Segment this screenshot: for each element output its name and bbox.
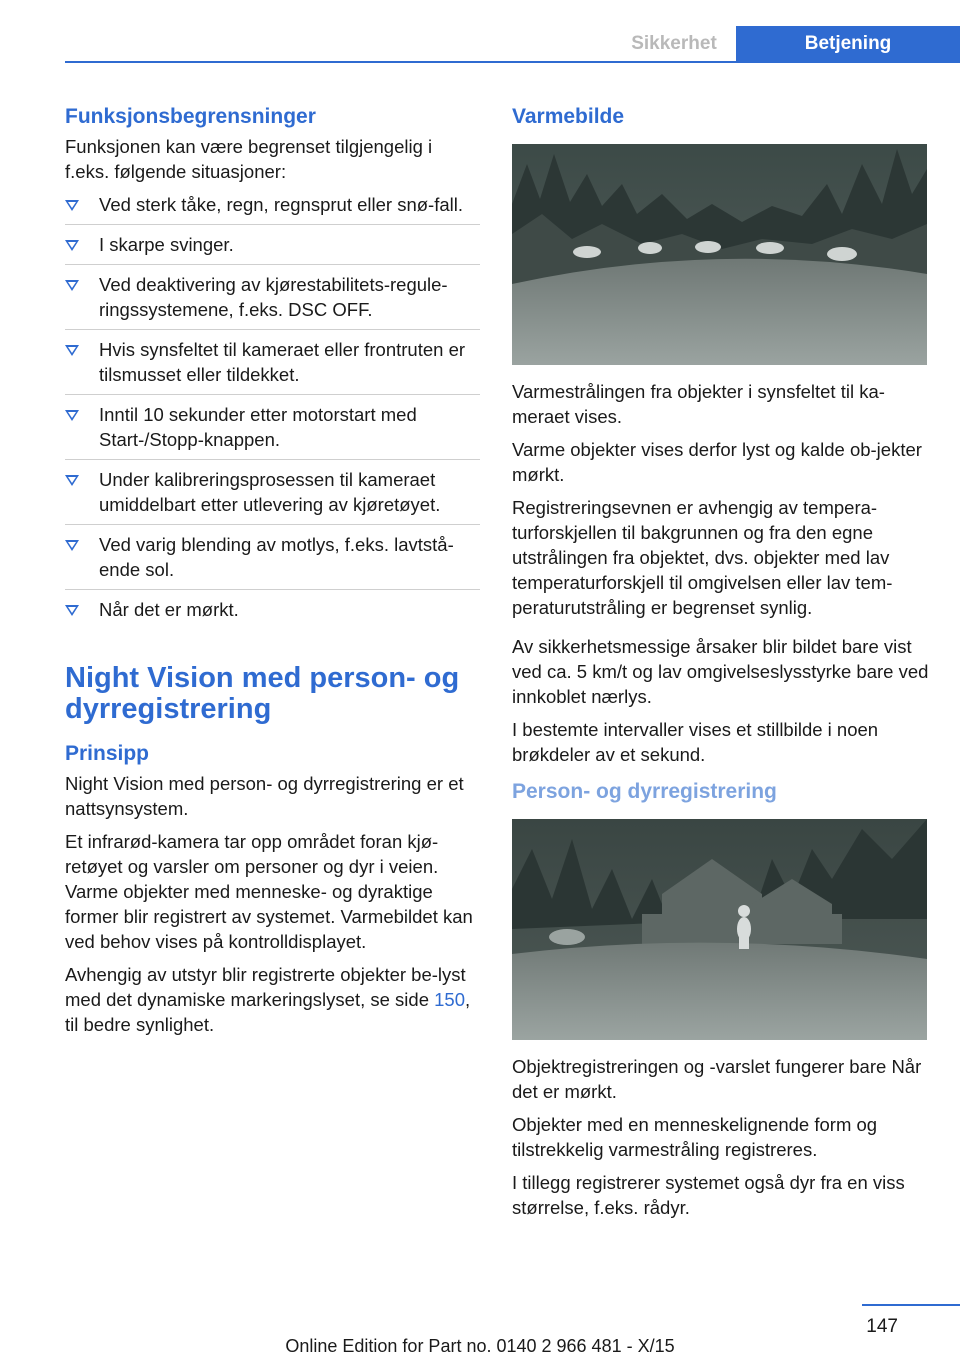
triangle-bullet-icon [65, 410, 79, 421]
triangle-bullet-icon [65, 540, 79, 551]
list-item: Hvis synsfeltet til kameraet eller frontruten er tilsmusset eller tildekket. [65, 337, 480, 395]
thermal-image-animals [512, 144, 927, 365]
paragraph-prinsipp-2: Et infrarød-kamera tar opp området foran kjø-retøyet og varsler om personer og dyr i veien. Varme objekter med menneske- og dyraktige former blir registrert av systemet. Varmebildet kan ved behov vises på kontrolldisplayet. [65, 831, 473, 952]
triangle-bullet-icon [65, 200, 79, 211]
footer-divider [862, 1304, 960, 1306]
right-column [512, 100, 932, 1228]
left-column [65, 100, 480, 1045]
limitation-list [65, 192, 480, 629]
paragraph-varme-4: Av sikkerhetsmessige årsaker blir bildet bare vist ved ca. 5 km/t og lav omgivelseslysstyrke bare ved innkoblet nærlys. [512, 636, 929, 707]
thermal-image-pedestrian [512, 819, 927, 1040]
list-item: Ved varig blending av motlys, f.eks. lavtstå-ende sol. [65, 532, 480, 590]
header-divider [65, 61, 960, 63]
triangle-bullet-icon [65, 605, 79, 616]
heading-person-dyrregistrering: Person- og dyrregistrering [512, 780, 777, 803]
paragraph-prinsipp-3: Avhengig av utstyr blir registrerte objekter be-lyst med det dynamiske markeringslyset, se side 150, til bedre synlighet. [65, 964, 471, 1035]
list-item: Ved sterk tåke, regn, regnsprut eller snø-fall. [65, 192, 480, 225]
paragraph-prinsipp-1: Night Vision med person- og dyrregistrering er et nattsynsystem. [65, 773, 464, 819]
paragraph-registrering-2: Objekter med en menneskelignende form og tilstrekkelig varmestråling registreres. [512, 1114, 878, 1160]
heading-varmebilde: Varmebilde [512, 105, 625, 128]
paragraph-intro: Funksjonen kan være begrenset tilgjengelig i f.eks. følgende situasjoner: [65, 136, 433, 182]
triangle-bullet-icon [65, 280, 79, 291]
triangle-bullet-icon [65, 240, 79, 251]
heading-night-vision: Night Vision med person- og dyrregistrering [65, 662, 460, 725]
footer-edition-text: Online Edition for Part no. 0140 2 966 481 - X/15 [285, 1336, 675, 1356]
triangle-bullet-icon [65, 345, 79, 356]
paragraph-varme-5: I bestemte intervaller vises et stillbilde i noen brøkdeler av et sekund. [512, 719, 879, 765]
paragraph-registrering-1: Objektregistreringen og -varslet fungerer bare Når det er mørkt. [512, 1056, 922, 1102]
heading-prinsipp: Prinsipp [65, 742, 150, 765]
list-item: Inntil 10 sekunder etter motorstart med Start-/Stopp-knappen. [65, 402, 480, 460]
tab-sikkerhet[interactable]: Sikkerhet [612, 26, 736, 61]
paragraph-registrering-3: I tillegg registrerer systemet også dyr fra en viss størrelse, f.eks. rådyr. [512, 1172, 905, 1218]
list-item: Ved deaktivering av kjørestabilitets-regule-ringssystemene, f.eks. DSC OFF. [65, 272, 480, 330]
paragraph-varme-2: Varme objekter vises derfor lyst og kalde ob-jekter mørkt. [512, 439, 922, 485]
heading-funksjonsbegrensninger: Funksjonsbegrensninger [65, 105, 316, 128]
page-number: 147 [866, 1316, 898, 1337]
paragraph-varme-3: Registreringsevnen er avhengig av tempera-turforskjellen til bakgrunnen og fra den egne utstrålingen fra objektet, dvs. objekter med lav temperaturforskjell til omgivelsen eller lav tem-peraturutstråling er begrenset synlig. [512, 497, 893, 618]
list-item: Under kalibreringsprosessen til kameraet umiddelbart etter utlevering av kjøretøyet. [65, 467, 480, 525]
list-item: I skarpe svinger. [65, 232, 480, 265]
triangle-bullet-icon [65, 475, 79, 486]
page-reference-link[interactable]: 150 [434, 989, 465, 1010]
tab-betjening[interactable]: Betjening [736, 26, 960, 61]
paragraph-varme-1: Varmestrålingen fra objekter i synsfeltet til ka-meraet vises. [512, 381, 885, 427]
list-item: Når det er mørkt. [65, 597, 480, 629]
